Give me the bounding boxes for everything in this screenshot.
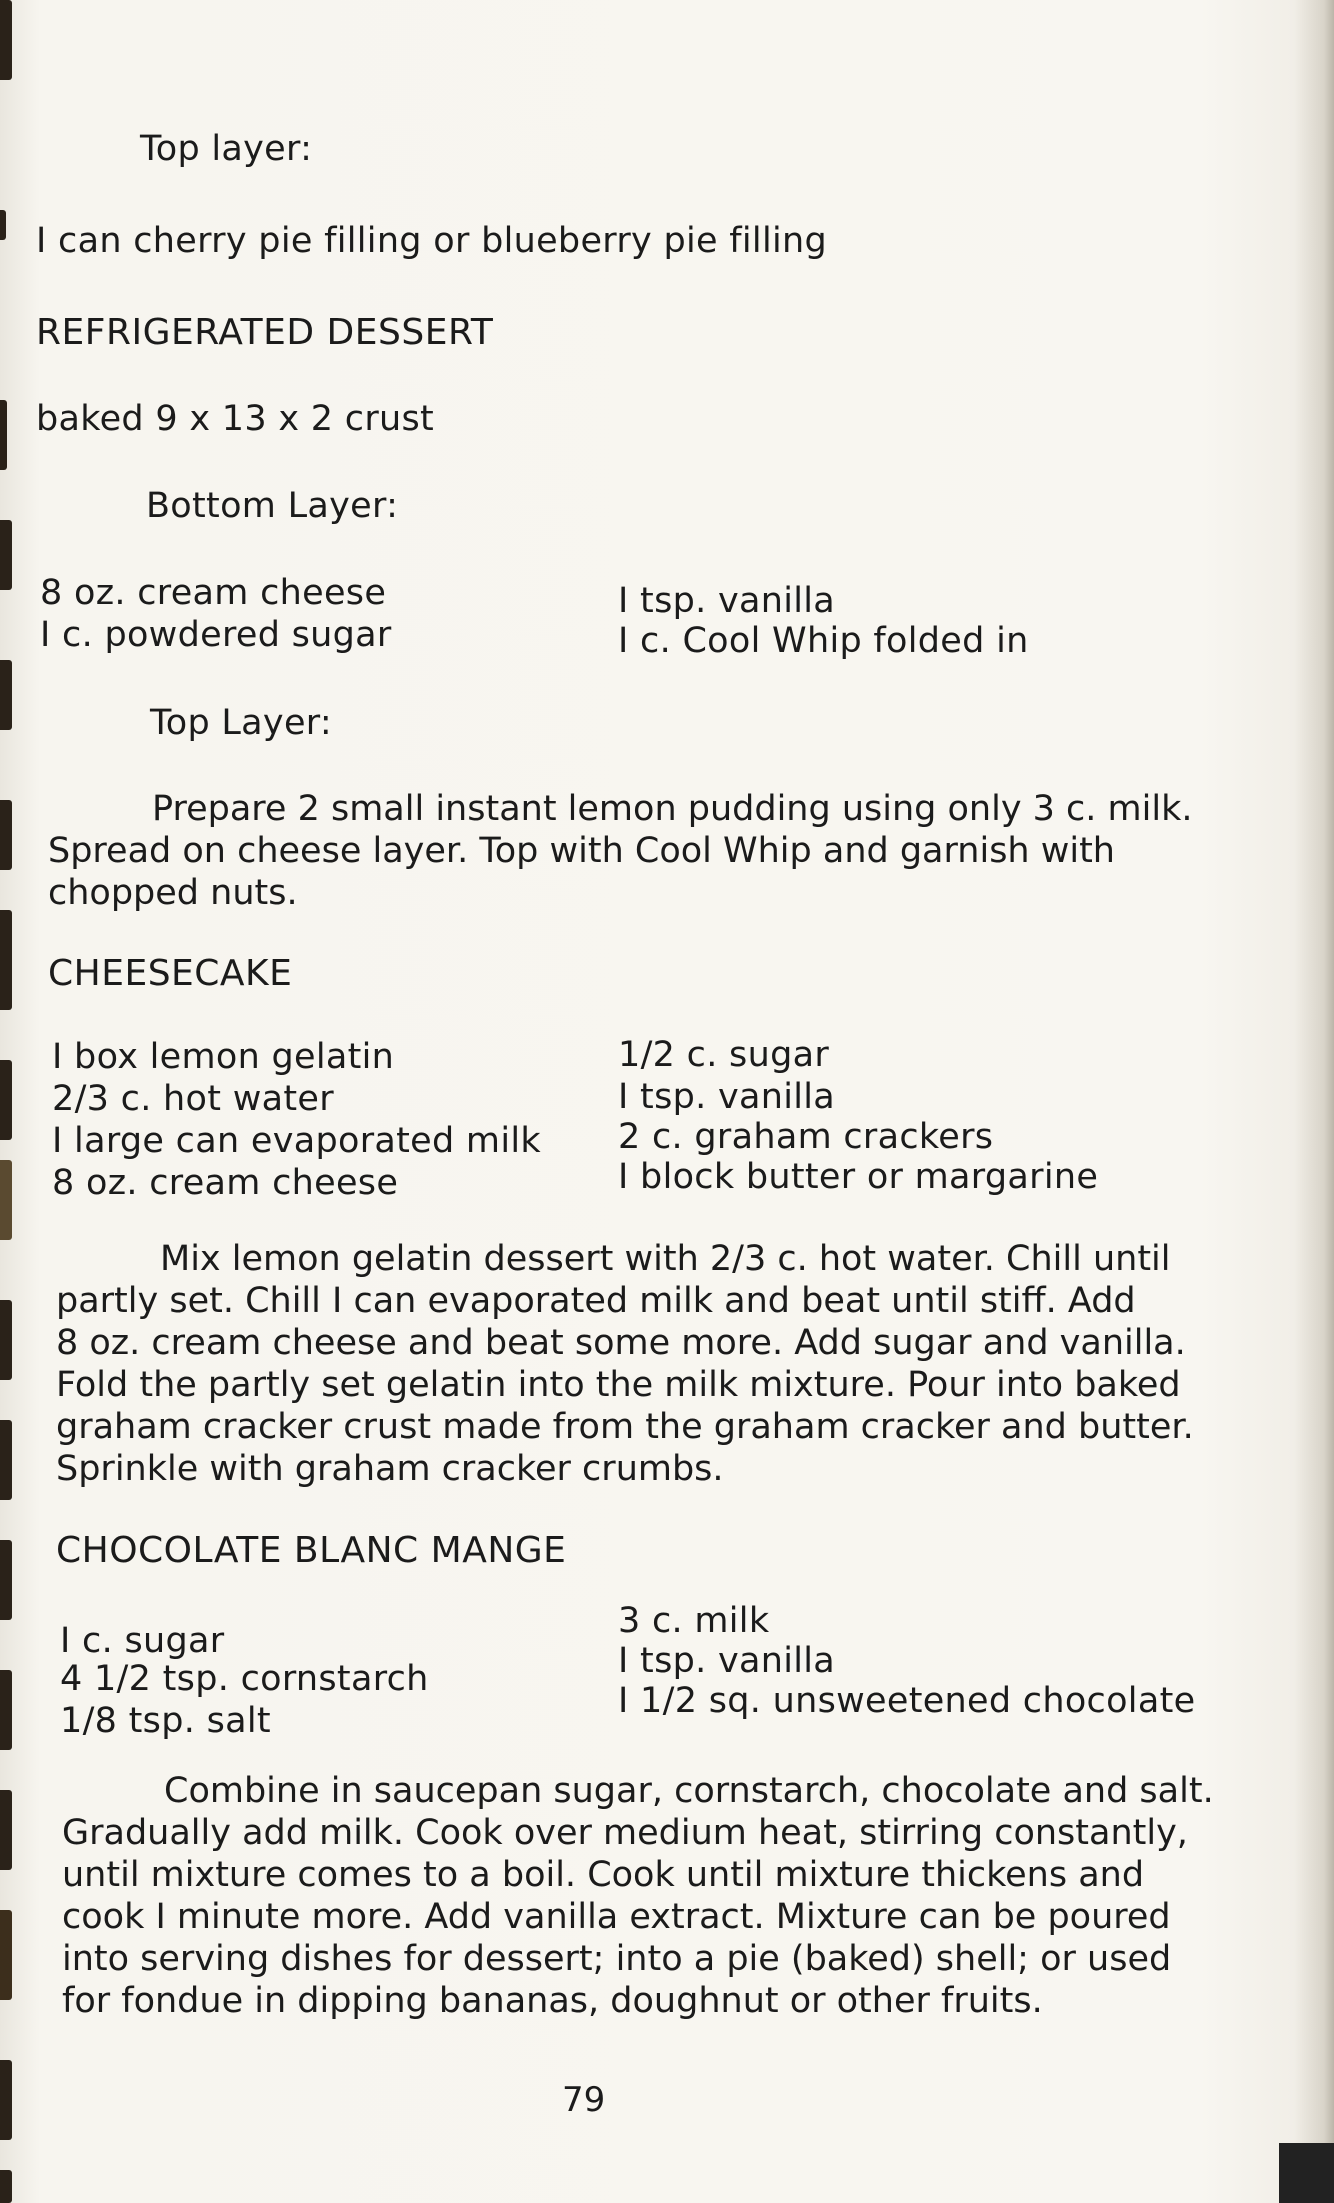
top-layer-label: Top layer:: [140, 129, 313, 169]
bottom-layer-label: Bottom Layer:: [146, 486, 399, 526]
directions-refrigerated-dessert: [48, 788, 1192, 914]
binding-mark: [0, 1160, 12, 1240]
binding-mark: [0, 1420, 12, 1500]
ingredient: I c. sugar: [60, 1621, 225, 1661]
direction-line: Spread on cheese layer. Top with Cool Whip and garnish with: [48, 831, 1115, 871]
binding-mark: [0, 1790, 12, 1870]
direction-line: until mixture comes to a boil. Cook until mixture thickens and: [62, 1855, 1145, 1895]
direction-line: Prepare 2 small instant lemon pudding using only 3 c. milk.: [152, 789, 1193, 829]
pie-filling-line: I can cherry pie filling or blueberry pie filling: [36, 221, 828, 261]
direction-line: Gradually add milk. Cook over medium heat, stirring constantly,: [62, 1813, 1188, 1853]
ingredient: I box lemon gelatin: [52, 1037, 395, 1077]
recipe-title-chocolate-blanc-mange: CHOCOLATE BLANC MANGE: [56, 1530, 567, 1571]
ingredient: 3 c. milk: [618, 1601, 770, 1641]
top-layer-label: Top Layer:: [150, 703, 332, 743]
binding-mark: [0, 2060, 12, 2140]
ingredient: 1/8 tsp. salt: [60, 1701, 271, 1741]
ingredient: I tsp. vanilla: [618, 1077, 836, 1117]
binding-mark: [0, 660, 12, 730]
direction-line: Mix lemon gelatin dessert with 2/3 c. hot water. Chill until: [160, 1239, 1171, 1279]
ingredient: I tsp. vanilla: [618, 581, 836, 621]
binding-mark: [0, 1540, 12, 1620]
ingredient: I tsp. vanilla: [618, 1641, 836, 1681]
direction-line: Sprinkle with graham cracker crumbs.: [56, 1449, 724, 1489]
recipe-title-refrigerated-dessert: REFRIGERATED DESSERT: [36, 312, 494, 353]
page-number: 79: [562, 2080, 606, 2120]
ingredient: I 1/2 sq. unsweetened chocolate: [618, 1681, 1196, 1721]
ingredient: 8 oz. cream cheese: [40, 573, 387, 613]
direction-line: partly set. Chill I can evaporated milk and beat until stiff. Add: [56, 1281, 1136, 1321]
page-edge-shadow: [1294, 0, 1334, 2203]
binding-mark: [0, 910, 12, 1010]
direction-line: Fold the partly set gelatin into the milk mixture. Pour into baked: [56, 1365, 1181, 1405]
crust-line: baked 9 x 13 x 2 crust: [36, 399, 435, 439]
directions-chocolate-blanc-mange: [62, 1770, 1214, 2022]
directions-cheesecake: [56, 1238, 1194, 1490]
direction-line: into serving dishes for dessert; into a pie (baked) shell; or used: [62, 1939, 1172, 1979]
direction-line: chopped nuts.: [48, 873, 298, 913]
ingredient: 1/2 c. sugar: [618, 1035, 830, 1075]
direction-line: Combine in saucepan sugar, cornstarch, chocolate and salt.: [164, 1771, 1214, 1811]
binding-mark: [0, 1060, 12, 1140]
binding-mark: [0, 520, 12, 590]
ingredient: 8 oz. cream cheese: [52, 1163, 399, 1203]
binding-mark: [0, 1300, 12, 1380]
direction-line: graham cracker crust made from the graham cracker and butter.: [56, 1407, 1194, 1447]
binding-mark: [0, 210, 6, 240]
ingredient: 2 c. graham crackers: [618, 1117, 994, 1157]
page-corner-shadow: [1279, 2143, 1334, 2203]
binding-mark: [0, 1910, 12, 2000]
binding-mark: [0, 400, 7, 470]
ingredient: I c. Cool Whip folded in: [618, 621, 1029, 661]
ingredient: 4 1/2 tsp. cornstarch: [60, 1659, 429, 1699]
binding-mark: [0, 0, 12, 80]
binding-mark: [0, 800, 12, 870]
direction-line: for fondue in dipping bananas, doughnut or other fruits.: [62, 1981, 1043, 2021]
direction-line: cook I minute more. Add vanilla extract. Mixture can be poured: [62, 1897, 1171, 1937]
ingredient: I large can evaporated milk: [52, 1121, 541, 1161]
binding-mark: [0, 2170, 12, 2203]
ingredient: 2/3 c. hot water: [52, 1079, 334, 1119]
binding-mark: [0, 1670, 12, 1750]
ingredient: I block butter or margarine: [618, 1157, 1099, 1197]
direction-line: 8 oz. cream cheese and beat some more. Add sugar and vanilla.: [56, 1323, 1186, 1363]
recipe-title-cheesecake: CHEESECAKE: [48, 953, 293, 994]
ingredient: I c. powdered sugar: [40, 615, 392, 655]
